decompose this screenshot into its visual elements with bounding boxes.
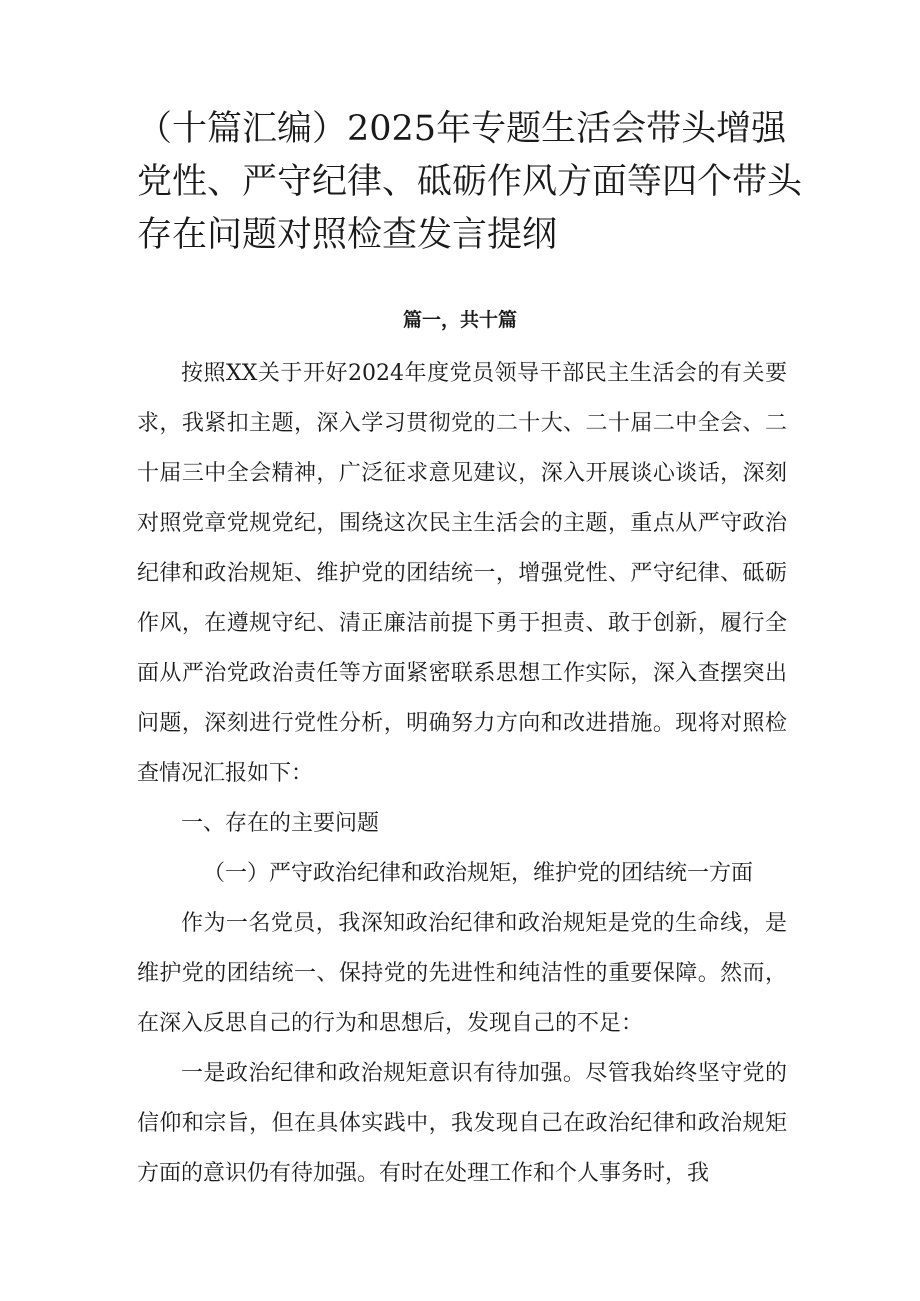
document-title: （十篇汇编）2025年专题生活会带头增强党性、严守纪律、砥砺作风方面等四个带头存在问题对照检查发言提纲 [137,109,803,255]
section-heading: 一、存在的主要问题 [181,811,380,836]
subsection-heading: （一）严守政治纪律和政治规矩，维护党的团结统一方面 [203,861,754,886]
body-paragraph: 作为一名党员，我深知政治纪律和政治规矩是党的生命线，是维护党的团结统一、保持党的先进性和纯洁性的重要保障。然而，在深入反思自己的行为和思想后，发现自己的不足： [137,911,787,1036]
document-body [137,349,787,1199]
intro-paragraph: 按照XX关于开好2024年度党员领导干部民主生活会的有关要求，我紧扣主题，深入学习贯彻党的二十大、二十届二中全会、二十届三中全会精神，广泛征求意见建议，深入开展谈心谈话，深刻对照党章党规党纪，围绕这次民主生活会的主题，重点从严守政治纪律和政治规矩、维护党的团结统一，增强党性、严守纪律、砥砺作风，在遵规守纪、清正廉洁前提下勇于担责、敢于创新，履行全面从严治党政治责任等方面紧密联系思想工作实际，深入查摆突出问题，深刻进行党性分析，明确努力方向和改进措施。现将对照检查情况汇报如下： [137,361,787,786]
body-paragraph: 一是政治纪律和政治规矩意识有待加强。尽管我始终坚守党的信仰和宗旨，但在具体实践中，我发现自己在政治纪律和政治规矩方面的意识仍有待加强。有时在处理工作和个人事务时，我 [137,1061,787,1186]
document-subtitle: 篇一，共十篇 [402,309,517,331]
